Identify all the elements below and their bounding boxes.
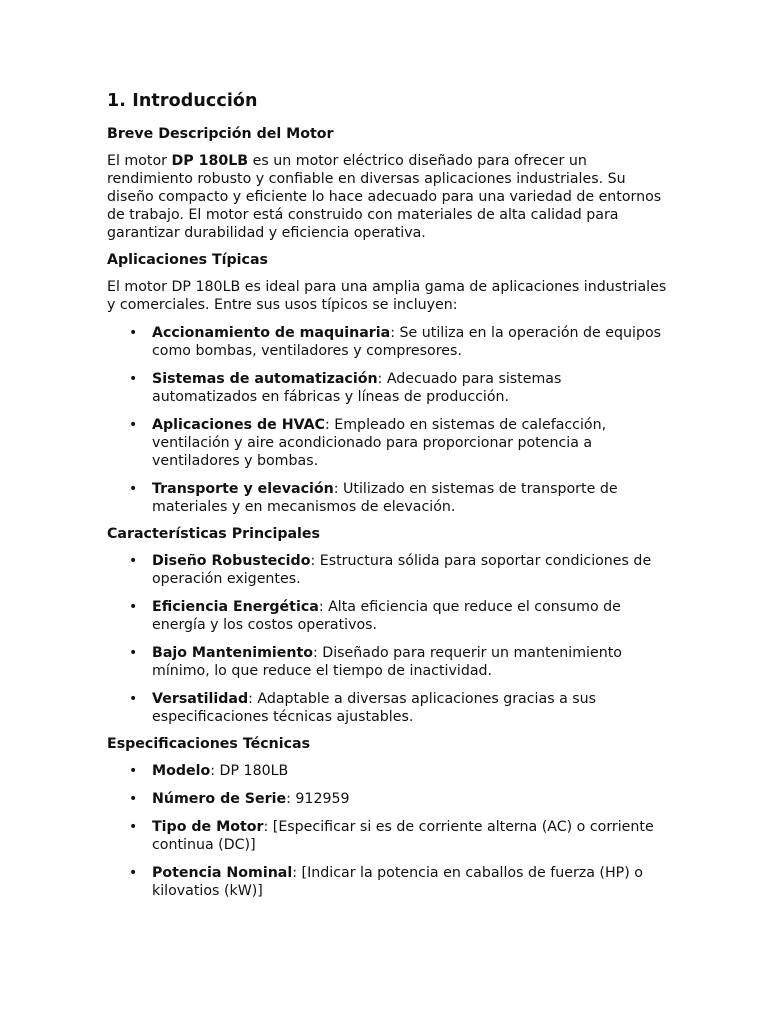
list-item [107, 762, 667, 780]
item-term: Accionamiento de maquinaria [152, 325, 391, 341]
list-caracteristicas [107, 552, 667, 726]
item-text: : [Indicar la potencia en caballos de fuerza (HP) o kilovatios (kW)] [152, 865, 643, 899]
descripcion-model-bold: DP 180LB [171, 153, 249, 169]
item-term: Aplicaciones de HVAC [152, 417, 325, 433]
heading-caracteristicas: Características Principales [107, 526, 320, 542]
page-title: 1. Introducción [107, 91, 258, 111]
list-item [107, 790, 667, 808]
item-text: : Empleado en sistemas de calefacción, ventilación y aire acondicionado para proporcionar potencia a ventiladores y bombas. [152, 417, 607, 469]
descripcion-text-end: es un motor eléctrico diseñado para ofrecer un rendimiento robusto y confiable en diversas aplicaciones industriales. Su diseño compacto y eficiente lo hace adecuado para una variedad de entornos de trabajo. El motor está construido con materiales de alta calidad para garantizar durabilidad y eficiencia operativa. [107, 153, 662, 241]
bullet-icon: • [129, 325, 138, 341]
bullet-icon: • [129, 819, 138, 835]
item-term: Transporte y elevación [152, 481, 334, 497]
item-text: : Alta eficiencia que reduce el consumo de energía y los costos operativos. [152, 599, 621, 633]
bullet-icon: • [129, 599, 138, 615]
item-term: Tipo de Motor [152, 819, 264, 835]
item-text: : Diseñado para requerir un mantenimiento mínimo, lo que reduce el tiempo de inactividad. [152, 645, 622, 679]
list-item [107, 598, 667, 634]
bullet-icon: • [129, 481, 138, 497]
list-item [107, 416, 667, 470]
item-term: Sistemas de automatización [152, 371, 378, 387]
list-item [107, 552, 667, 588]
paragraph-aplicaciones: El motor DP 180LB es ideal para una amplia gama de aplicaciones industriales y comerciales. Entre sus usos típicos se incluyen: [107, 279, 667, 313]
list-aplicaciones [107, 324, 667, 516]
item-text: : Estructura sólida para soportar condiciones de operación exigentes. [152, 553, 652, 587]
heading-aplicaciones: Aplicaciones Típicas [107, 252, 268, 268]
item-term: Eficiencia Energética [152, 599, 319, 615]
item-term: Versatilidad [152, 691, 249, 707]
bullet-icon: • [129, 371, 138, 387]
bullet-icon: • [129, 691, 138, 707]
item-text: : Se utiliza en la operación de equipos como bombas, ventiladores y compresores. [152, 325, 662, 359]
list-item [107, 818, 667, 854]
item-term: Diseño Robustecido [152, 553, 311, 569]
item-text: : 912959 [286, 791, 350, 807]
list-item [107, 690, 667, 726]
list-especificaciones [107, 762, 667, 900]
item-text: : Adecuado para sistemas automatizados en fábricas y líneas de producción. [152, 371, 562, 405]
list-item [107, 324, 667, 360]
list-item [107, 480, 667, 516]
item-term: Número de Serie [152, 791, 287, 807]
item-term: Modelo [152, 763, 211, 779]
bullet-icon: • [129, 791, 138, 807]
item-text: : Utilizado en sistemas de transporte de materiales y en mecanismos de elevación. [152, 481, 618, 515]
item-term: Bajo Mantenimiento [152, 645, 313, 661]
heading-descripcion: Breve Descripción del Motor [107, 126, 334, 142]
bullet-icon: • [129, 553, 138, 569]
list-item [107, 370, 667, 406]
item-text: : DP 180LB [210, 763, 289, 779]
item-text: : [Especificar si es de corriente alterna (AC) o corriente continua (DC)] [152, 819, 654, 853]
bullet-icon: • [129, 763, 138, 779]
bullet-icon: • [129, 865, 138, 881]
item-text: : Adaptable a diversas aplicaciones gracias a sus especificaciones técnicas ajustables. [152, 691, 597, 725]
descripcion-text-start: El motor [107, 153, 172, 169]
item-term: Potencia Nominal [152, 865, 293, 881]
document-page [107, 86, 667, 908]
heading-especificaciones: Especificaciones Técnicas [107, 736, 311, 752]
bullet-icon: • [129, 417, 138, 433]
bullet-icon: • [129, 645, 138, 661]
list-item [107, 864, 667, 900]
paragraph-descripcion [107, 152, 667, 242]
list-item [107, 644, 667, 680]
